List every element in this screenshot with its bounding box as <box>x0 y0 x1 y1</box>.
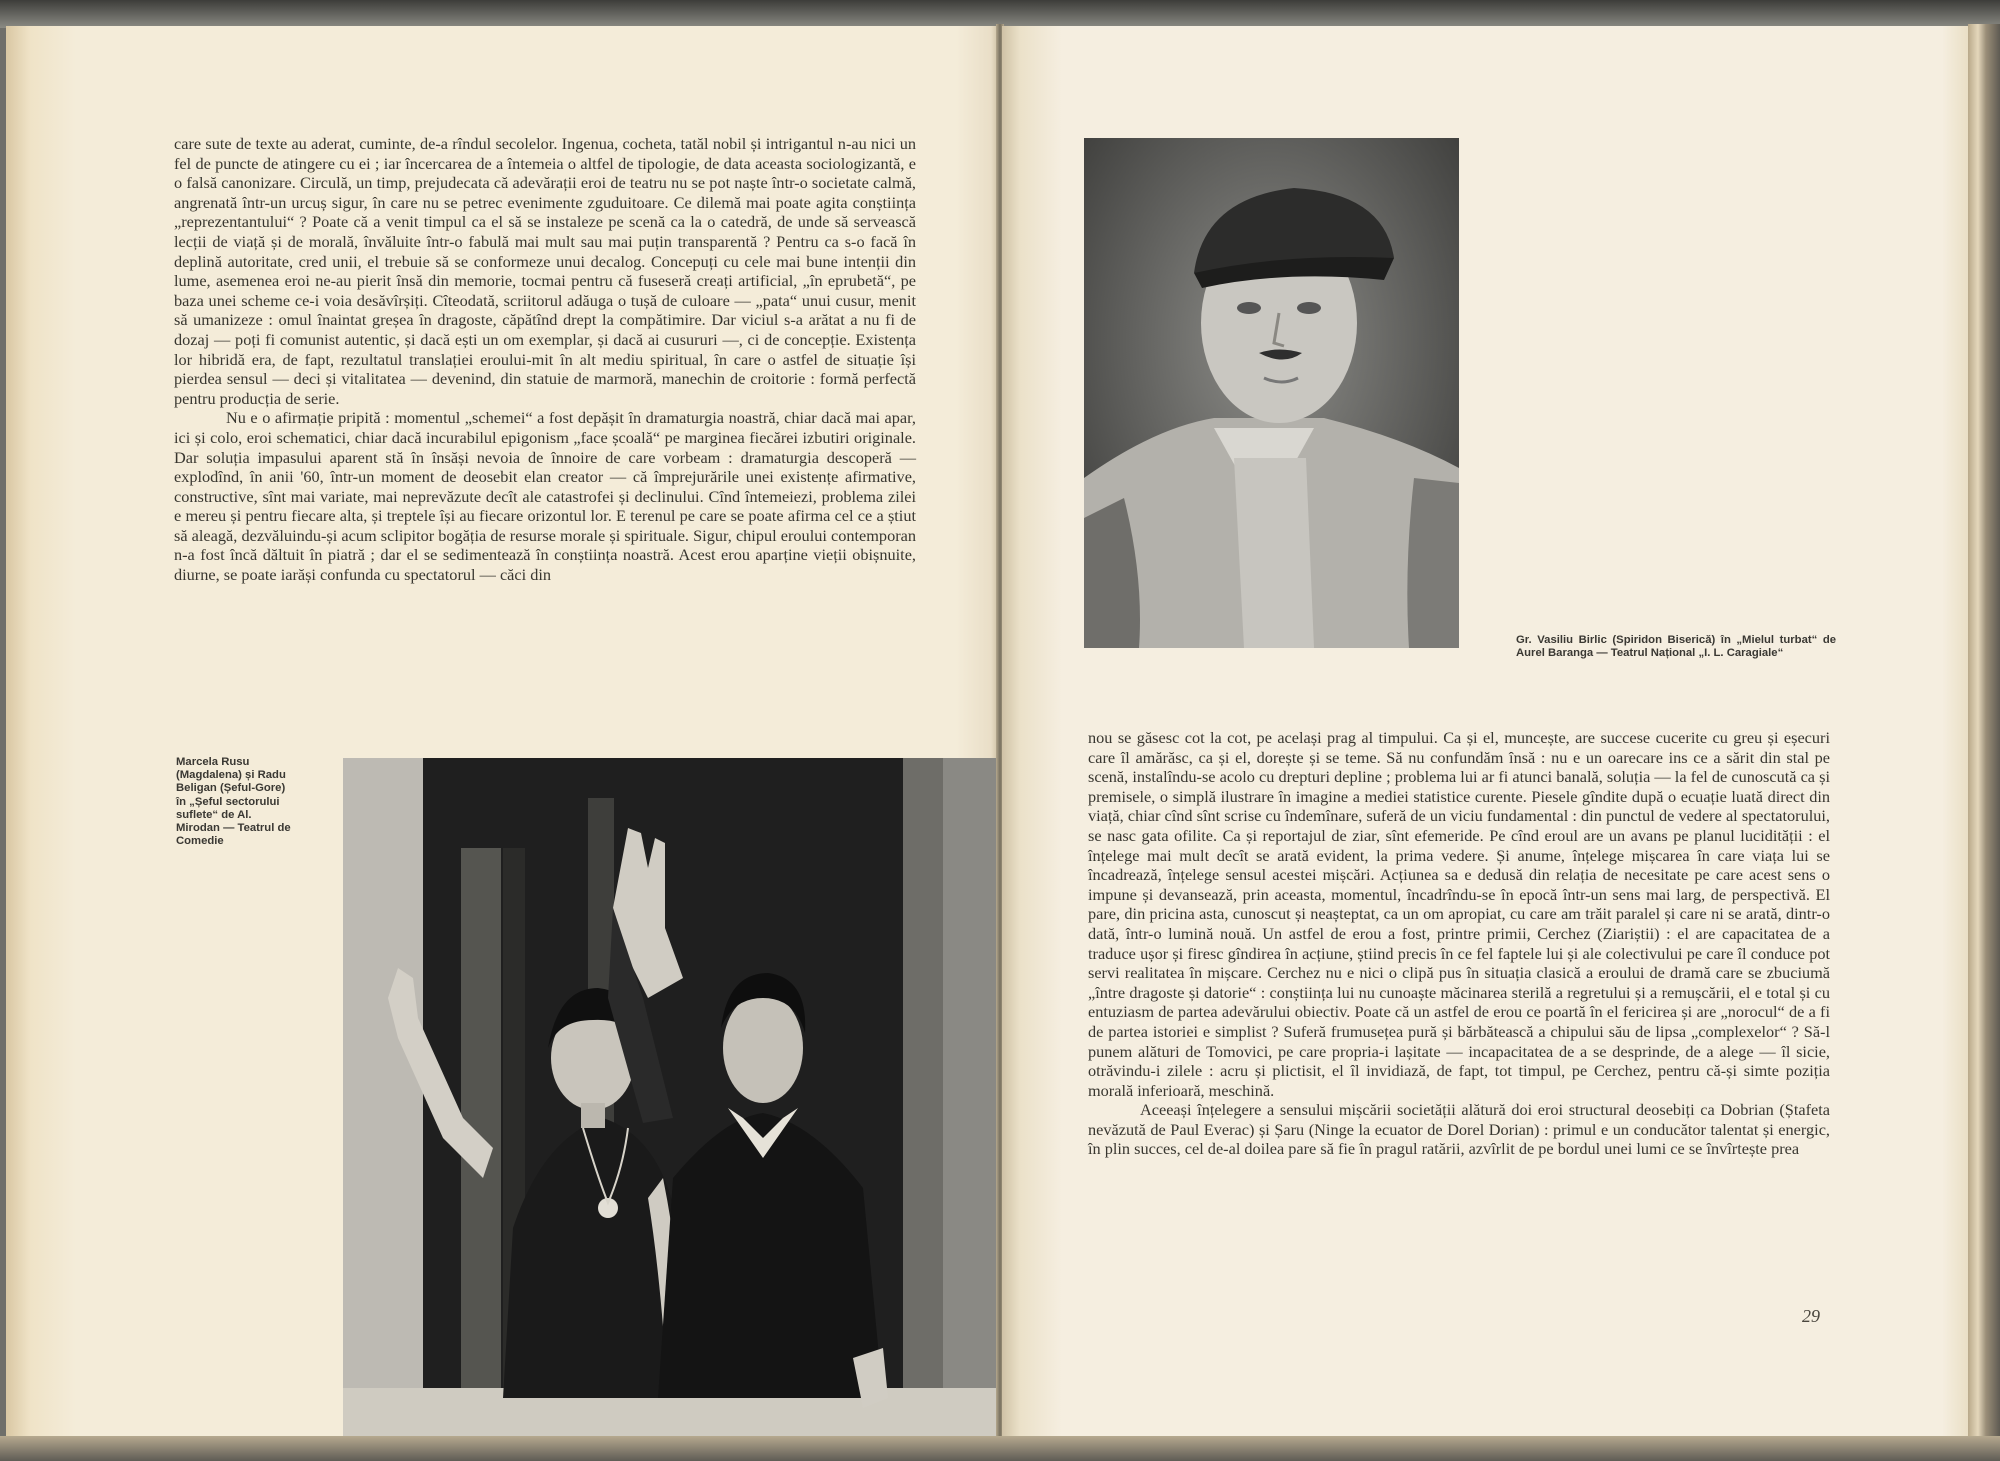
left-page-text <box>174 134 916 585</box>
actor-portrait-image <box>1084 138 1459 648</box>
right-page <box>1002 26 1968 1436</box>
photo-actor-portrait <box>1084 138 1459 648</box>
right-photo-caption: Gr. Vasiliu Birlic (Spiridon Biserică) în „Mielul turbat“ de Aurel Baranga — Teatrul Național „I. L. Caragiale“ <box>1516 634 1836 660</box>
photo-two-actors <box>343 758 998 1436</box>
right-paragraph-2: Aceeași înțelegere a sensului mișcării societății alătură doi eroi structural deosebiți ca Dobrian (Ștafeta nevăzută de Paul Everac) și Șaru (Ninge la ecuator de Dorel Dorian) : primul e un conducător talentat și energic, în plin succes, cel de-al doilea pare să fie în pragul ratării, azvîrlit de pe bordul unei lumi ce se învîrtește prea <box>1088 1100 1830 1159</box>
left-paragraph-2: Nu e o afirmație pripită : momentul „schemei“ a fost depășit în dramaturgia noastră, chiar dacă mai apar, ici și colo, eroi schematici, chiar dacă incurabilul epigonism „face școală“ pe marginea fiecărei izbutiri originale. Dar soluția impasului aparent stă în însăși nevoia de înnoire de care vorbeam : dramaturgia descoperă — explodînd, în anii '60, într-un moment de deosebit elan creator — că împrejurările unei existențe afirmative, constructive, sînt mai variate, mai neprevăzute decît ale catastrofei și declinului. Cînd întemeiezi, problema zilei e mereu și pentru fiecare alta, și treptele își au fiecare orizontul lor. E terenul pe care se poate afirma cel ce a știut să aleagă, dezvăluindu-și acum sclipitor bogăția de resurse morale și spirituale. Sigur, chipul eroului contemporan n-a fost încă dăltuit în piatră ; dar el se sedimentează în conștiința noastră. Acest erou aparține vieții obișnuite, diurne, se poate iarăși confunda cu spectatorul — căci din <box>174 408 916 585</box>
scan-bottom-edge <box>0 1436 2000 1461</box>
book-right-edge <box>1968 24 2000 1436</box>
right-page-text <box>1088 728 1830 1159</box>
two-actors-photo-image <box>343 758 998 1436</box>
right-paragraph-1: nou se găsesc cot la cot, pe același prag al timpului. Ca și el, muncește, are succese cucerite cu greu și eșecuri care îl amărăsc, ca și el, dorește și se teme. Să nu confundăm însă : nu e un oarecare ins ce a sărit din stal pe scenă, instalîndu-se acolo cu drepturi depline ; problema lui ar fi atunci banală, soluția — la fel de cunoscută ca și premisele, o simplă ilustrare în imagine a mediei statistice curente. Piesele gîndite după o ecuație luată direct din viață, chiar cînd sînt scrise cu îndemînare, suferă de un viciu fundamental : din punctul de vedere al spectatorului, se nasc gata ofilite. Ca și reportajul de ziar, sînt efemeride. Pe cînd eroul are un avans pe planul lucidității : el înțelege mai mult decît se arată evident, la prima vedere. Și anume, înțelege mișcarea în care viața lui se încadrează, înțelege sensul acestei mișcări. Acțiunea sa e dedusă din relația de necesitate pe care acest sens o impune și devansează, prin aceasta, momentul, încadrîndu-se în epocă într-un sens mai larg, de perspectivă. El pare, din pricina asta, cunoscut și neașteptat, ca un om apropiat, cu care am trăit paralel și care ni se arată, dintr-o dată, într-o lumină nouă. Un astfel de erou a fost, printre primii, Cerchez (Ziariștii) : el are capacitatea de a traduce ușor și firesc gîndirea în acțiune, știind precis în ce fel faptele lui și ale colectivului pe care îl conduce pot servi realitatea în mișcare. Cerchez nu e nici o clipă pus în situația clasică a eroului de dramă care se zbuciumă „între dragoste și datorie“ : conștiința lui nu cunoaște măcinarea sterilă a regretului și a remușcării, el e total și cu entuziasm de partea adevărului obiectiv. Poate că un astfel de erou ce poartă în el fericirea și are „norocul“ de a fi de partea istoriei e simplist ? Suferă frumusețea pură și bărbătească a chipului său de lipsa „complexelor“ ? Să-l punem alături de Tomovici, pe care propria-i lașitate — incapacitatea de a se desprinde, de a alege — îl sicie, otrăvindu-i zilele : acru și plictisit, el îl invidiază, de fapt, tot timpul, pe Cerchez, pentru că-și simte poziția morală inferioară, meschină. <box>1088 728 1830 1100</box>
left-photo-caption: Marcela Rusu (Magdalena) și Radu Beligan (Șeful-Gore) în „Șeful sectorului suflete“ de Al. Mirodan — Teatrul de Comedie <box>176 756 291 848</box>
left-page <box>6 26 998 1436</box>
page-number: 29 <box>1802 1306 1820 1326</box>
left-paragraph-1: care sute de texte au aderat, cuminte, de-a rîndul secolelor. Ingenua, cocheta, tatăl nobil și intrigantul n-au nici un fel de puncte de atingere cu ei ; iar încercarea de a întemeia o altfel de tipologie, de data aceasta sociologizantă, e o falsă canonizare. Circulă, un timp, prejudecata că adevărații eroi de teatru nu se pot naște într-o societate calmă, angrenată într-un urcuș sigur, în care nu se petrec evenimente zguduitoare. Ce dilemă mai poate agita conștiința „reprezentantului“ ? Poate că a venit timpul ca el să se instaleze pe scenă ca la o catedră, de unde să servească lecții de viață și de morală, învăluite într-o fabulă mai mult sau mai puțin transparentă ? Pentru ca s-o facă în deplină autoritate, cred unii, el trebuie să se conformeze unui decalog. Concepuți cu cele mai bune intenții din lume, asemenea eroi ne-au pierit însă din memorie, tocmai pentru că fuseseră creați artificial, „în eprubetă“, pe baza unei scheme ce-i voia desăvîrșiți. Cîteodată, scriitorul adăuga o tușă de culoare — „pata“ unui cusur, menit să umanizeze : omul înaintat greșea în dragoste, căpătînd drept la compătimire. Dar viciul s-a arătat a nu fi de dozaj — poți fi comunist autentic, și dacă ești un om exemplar, și dacă ai cusururi —, ci de concepție. Existența lor hibridă era, de fapt, rezultatul translației eroului-mit în alt mediu spiritual, în care o astfel de situație își pierdea sensul — deci și vitalitatea — devenind, din statuie de marmoră, manechin de croitorie : formă perfectă pentru producția de serie. <box>174 134 916 408</box>
